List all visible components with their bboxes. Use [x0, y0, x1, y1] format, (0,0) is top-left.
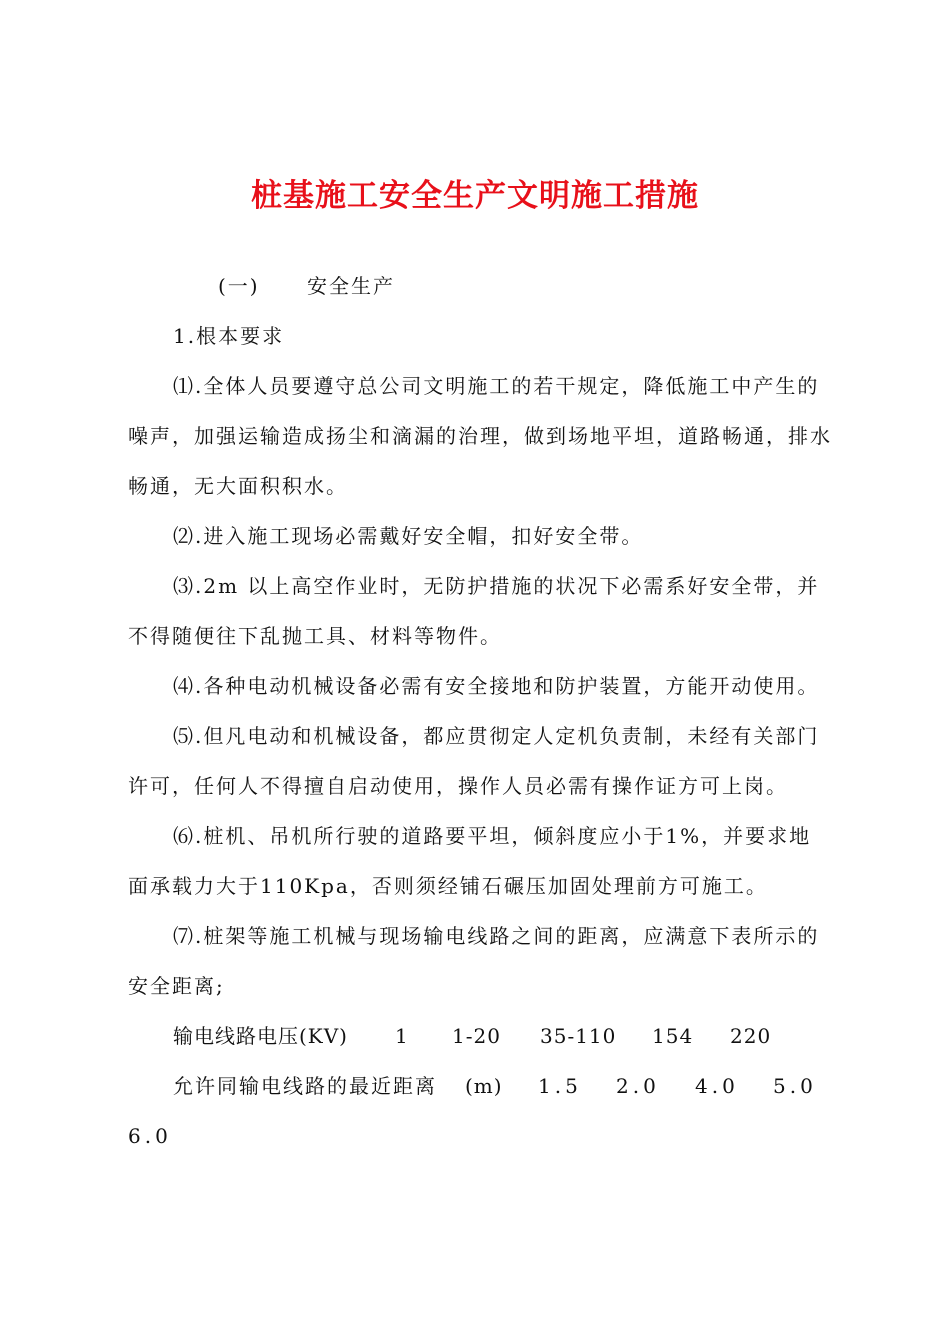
distance-value: 5.0	[773, 1074, 817, 1098]
section-title: 安全生产	[307, 274, 395, 298]
paragraph-line: ⑸.但凡电动和机械设备，都应贯彻定人定机负责制，未经有关部门	[173, 724, 820, 748]
voltage-value: 1	[395, 1024, 409, 1048]
paragraph-line: 许可，任何人不得擅自启动使用，操作人员必需有操作证方可上岗。	[128, 774, 788, 798]
document-title: 桩基施工安全生产文明施工措施	[251, 178, 699, 214]
distance-value: 6.0	[128, 1124, 172, 1148]
distance-value: 4.0	[695, 1074, 739, 1098]
distance-value: 1.5	[538, 1074, 582, 1098]
paragraph-line: 不得随便往下乱抛工具、材料等物件。	[128, 624, 502, 648]
paragraph-line: 噪声，加强运输造成扬尘和滴漏的治理，做到场地平坦，道路畅通，排水	[128, 424, 832, 448]
paragraph-line: ⑹.桩机、吊机所行驶的道路要平坦，倾斜度应小于1%，并要求地	[173, 824, 812, 848]
distance-value: 2.0	[616, 1074, 660, 1098]
paragraph-line: ⑴.全体人员要遵守总公司文明施工的若干规定，降低施工中产生的	[173, 374, 820, 398]
paragraph-line: 畅通，无大面积积水。	[128, 474, 348, 498]
paragraph-line: ⑷.各种电动机械设备必需有安全接地和防护装置，方能开动使用。	[173, 674, 820, 698]
distance-unit: (m)	[465, 1074, 503, 1098]
voltage-value: 220	[730, 1024, 772, 1048]
paragraph-line: ⑵.进入施工现场必需戴好安全帽，扣好安全带。	[173, 524, 644, 548]
paragraph-line: 面承载力大于110Kpa，否则须经铺石碾压加固处理前方可施工。	[128, 874, 768, 898]
voltage-value: 35-110	[540, 1024, 617, 1048]
voltage-label: 输电线路电压(KV)	[173, 1024, 348, 1048]
section-number: (一)	[218, 274, 260, 298]
subsection-heading: 1.根本要求	[173, 324, 285, 348]
paragraph-line: 安全距离;	[128, 974, 225, 998]
distance-label: 允许同输电线路的最近距离	[173, 1074, 437, 1098]
voltage-value: 154	[652, 1024, 694, 1048]
voltage-value: 1-20	[452, 1024, 501, 1048]
paragraph-line: ⑶.2m 以上高空作业时，无防护措施的状况下必需系好安全带，并	[173, 574, 820, 598]
paragraph-line: ⑺.桩架等施工机械与现场输电线路之间的距离，应满意下表所示的	[173, 924, 820, 948]
